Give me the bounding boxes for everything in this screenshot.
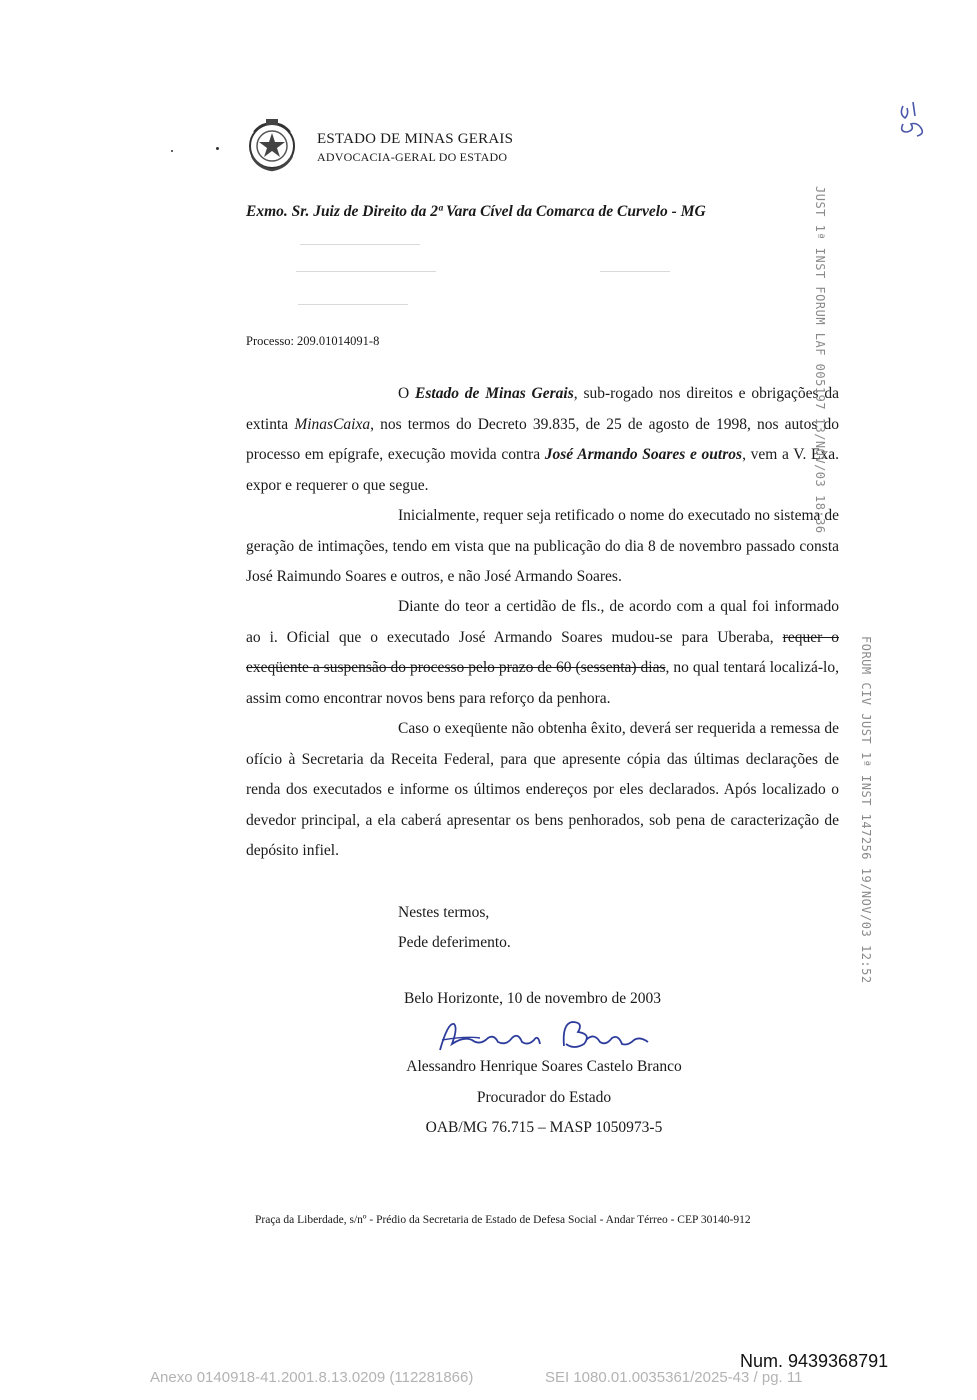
place-date: Belo Horizonte, 10 de novembro de 2003 — [404, 990, 661, 1007]
bleed-through-mark — [300, 244, 420, 245]
closing — [398, 898, 511, 958]
handwritten-folio-mark — [895, 98, 933, 140]
process-number: Processo: 209.01014091-8 — [246, 334, 380, 348]
protocol-stamp-2: FORUM CIV JUST 1ª INST 147256 19/NOV/03 12:52 — [859, 636, 873, 984]
paragraph-3: Diante do teor a certidão de fls., de acordo com a qual foi informado ao i. Oficial que o executado José Armando Soares mudou-se para Uberaba, requer o exeqüente a suspensão do processo pelo prazo de 60 (sessenta) dias, no qual tentará localizá-lo, assim como encontrar novos bens para reforço da penhora. — [246, 598, 840, 707]
document-number: Num. 9439368791 — [740, 1351, 889, 1371]
state-name: Estado de Minas Gerais — [415, 385, 574, 402]
coat-of-arms-icon — [244, 116, 300, 172]
paragraph-1: O Estado de Minas Gerais, sub-rogado nos direitos e obrigações da extinta MinasCaixa, nos termos do Decreto 39.835, de 25 de agosto de 1998, nos autos do processo em epígrafe, execução movida contra José Armando Soares e outros, vem a V. Exa. expor e requerer o que segue. — [246, 385, 839, 494]
closing-line-2: Pede deferimento. — [398, 934, 511, 951]
scan-speck — [216, 147, 219, 150]
executed-party: José Armando Soares e outros — [544, 446, 743, 463]
addressee: Exmo. Sr. Juiz de Direito da 2ª Vara Cível da Comarca de Curvelo - MG — [246, 203, 706, 220]
bleed-through-mark — [298, 304, 408, 305]
bleed-through-mark — [600, 271, 670, 272]
sei-reference: SEI 1080.01.0035361/2025-43 / pg. 11 — [545, 1369, 803, 1386]
org-title: ESTADO DE MINAS GERAIS — [317, 131, 514, 147]
scan-speck — [171, 150, 173, 152]
annex-reference: Anexo 0140918-41.2001.8.13.0209 (112281866) — [150, 1369, 474, 1386]
org-subtitle: ADVOCACIA-GERAL DO ESTADO — [317, 150, 508, 164]
signer-registration: OAB/MG 76.715 – MASP 1050973-5 — [425, 1119, 663, 1136]
footer-address: Praça da Liberdade, s/nº - Prédio da Secretaria de Estado de Defesa Social - Andar Térreo - CEP 30140-912 — [255, 1214, 751, 1226]
bleed-through-mark — [296, 271, 436, 272]
closing-line-1: Nestes termos, — [398, 904, 490, 921]
protocol-stamp-1: JUST 1ª INST FORUM LAF 005197 13/NOV/03 18:36 — [813, 186, 827, 534]
signer-name: Alessandro Henrique Soares Castelo Branco — [406, 1058, 682, 1075]
suspension-request: requer o exeqüente a suspensão do processo pelo prazo de 60 (sessenta) dias — [246, 628, 840, 676]
signer-role: Procurador do Estado — [476, 1088, 612, 1106]
signature-block — [394, 1052, 694, 1144]
paragraph-2: Inicialmente, requer seja retificado o nome do executado no sistema de geração de intimações, tendo em vista que na publicação do dia 8 de novembro passado consta José Raimundo Soares e outros, e não José Armando Soares. — [246, 507, 839, 585]
handwritten-signature — [436, 1016, 656, 1056]
minascaixa-name: MinasCaixa — [294, 415, 371, 433]
paragraph-4: Caso o exeqüente não obtenha êxito, deverá ser requerida a remessa de ofício à Secretaria da Receita Federal, para que apresente cópia das últimas declarações de renda dos executados e informe os últimos endereços por eles declarados. Após localizado o devedor principal, a ela caberá apresentar os bens penhorados, sob pena de caracterização de depósito infiel. — [246, 720, 839, 859]
